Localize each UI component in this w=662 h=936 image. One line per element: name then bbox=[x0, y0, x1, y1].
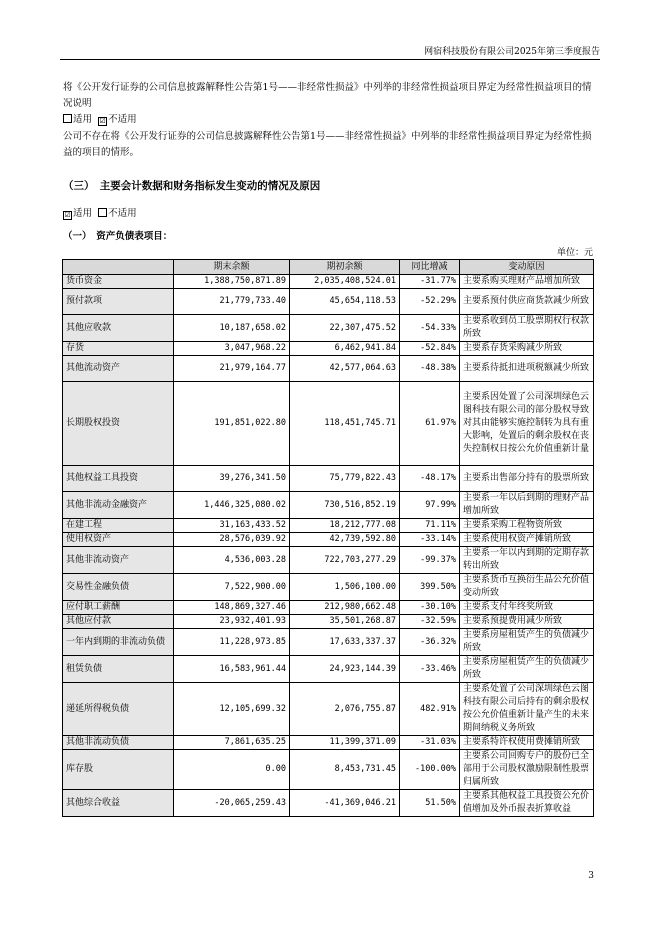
change-percent-cell: 51.50% bbox=[400, 790, 460, 817]
change-percent-cell: -48.17% bbox=[400, 466, 460, 492]
label-not-applicable-2: 不适用 bbox=[108, 208, 137, 219]
applicability-options-2 bbox=[63, 206, 593, 222]
item-name-cell: 递延所得税负债 bbox=[63, 683, 174, 736]
opening-balance-cell: 2,076,755.87 bbox=[290, 683, 400, 736]
item-name-cell: 长期股权投资 bbox=[63, 382, 174, 466]
change-percent-cell: -100.00% bbox=[400, 750, 460, 790]
item-name-cell: 其他非流动资产 bbox=[63, 547, 174, 574]
table-row bbox=[63, 601, 594, 615]
table-row bbox=[63, 615, 594, 629]
change-reason-cell: 主要系货币互换衍生品公允价值变动所致 bbox=[460, 574, 594, 601]
change-percent-cell: -31.03% bbox=[400, 736, 460, 750]
item-name-cell: 货币资金 bbox=[63, 275, 174, 289]
item-name-cell: 在建工程 bbox=[63, 519, 174, 533]
opening-balance-cell: 730,516,852.19 bbox=[290, 492, 400, 519]
change-reason-cell: 主要系因处置了公司深圳绿色云图科技有限公司的部分股权导致对其由能够实施控制转为具有重大影响，处置后的剩余股权在丧失控制权日按公允价值重新计量 bbox=[460, 382, 594, 466]
closing-balance-cell: 191,851,022.80 bbox=[174, 382, 290, 466]
table-row bbox=[63, 629, 594, 656]
item-name-cell: 存货 bbox=[63, 342, 174, 356]
change-reason-cell: 主要系房屋租赁产生的负债减少所致 bbox=[460, 629, 594, 656]
sub-title: （一） 资产负债表项目： bbox=[63, 231, 173, 242]
change-percent-cell: -52.84% bbox=[400, 342, 460, 356]
opening-balance-cell: 118,451,745.71 bbox=[290, 382, 400, 466]
label-applicable-2: 适用 bbox=[73, 208, 93, 219]
change-reason-cell: 主要系公司回购专户的股份已全部用于公司股权激励限制性股票归属所致 bbox=[460, 750, 594, 790]
closing-balance-cell: 148,869,327.46 bbox=[174, 601, 290, 615]
change-reason-cell: 主要系预提费用减少所致 bbox=[460, 615, 594, 629]
item-name-cell: 交易性金融负债 bbox=[63, 574, 174, 601]
change-reason-cell: 主要系一年以后到期的理财产品增加所致 bbox=[460, 492, 594, 519]
change-percent-cell: -33.14% bbox=[400, 533, 460, 547]
closing-balance-cell: 28,576,039.92 bbox=[174, 533, 290, 547]
item-name-cell: 其他综合收益 bbox=[63, 790, 174, 817]
item-name-cell: 其他非流动金融资产 bbox=[63, 492, 174, 519]
change-reason-cell: 主要系待抵扣进项税额减少所致 bbox=[460, 356, 594, 382]
change-percent-cell: -99.37% bbox=[400, 547, 460, 574]
opening-balance-cell: 8,453,731.45 bbox=[290, 750, 400, 790]
header-cell: 变动原因 bbox=[460, 260, 594, 275]
item-name-cell: 其他非流动负债 bbox=[63, 736, 174, 750]
closing-balance-cell: 39,276,341.50 bbox=[174, 466, 290, 492]
change-percent-cell: -31.77% bbox=[400, 275, 460, 289]
change-reason-cell: 主要系预付供应商货款减少所致 bbox=[460, 289, 594, 315]
opening-balance-cell: 75,779,822.43 bbox=[290, 466, 400, 492]
change-percent-cell: -54.33% bbox=[400, 315, 460, 342]
checkbox-applicable-1[interactable] bbox=[63, 114, 72, 123]
table-row bbox=[63, 790, 594, 817]
opening-balance-cell: 42,739,592.80 bbox=[290, 533, 400, 547]
change-percent-cell: -33.46% bbox=[400, 656, 460, 683]
closing-balance-cell: 21,779,733.40 bbox=[174, 289, 290, 315]
table-row bbox=[63, 750, 594, 790]
closing-balance-cell: 12,105,699.32 bbox=[174, 683, 290, 736]
closing-balance-cell: 1,388,750,871.89 bbox=[174, 275, 290, 289]
change-percent-cell: -32.59% bbox=[400, 615, 460, 629]
opening-balance-cell: 22,307,475.52 bbox=[290, 315, 400, 342]
closing-balance-cell: 21,979,164.77 bbox=[174, 356, 290, 382]
table-row bbox=[63, 315, 594, 342]
checkbox-applicable-2[interactable]: ☑ bbox=[64, 211, 71, 219]
paragraph-statement: 公司不存在将《公开发行证券的公司信息披露解释性公告第1号——非经常性损益》中列举的非经常性损益项目界定为经常性损益的项目的情形。 bbox=[63, 131, 592, 158]
paragraph-intro: 将《公开发行证券的公司信息披露解释性公告第1号——非经常性损益》中列举的非经常性损益项目界定为经常性损益项目的情况说明 bbox=[63, 82, 592, 109]
item-name-cell: 一年内到期的非流动负债 bbox=[63, 629, 174, 656]
closing-balance-cell: -20,065,259.43 bbox=[174, 790, 290, 817]
table-row bbox=[63, 519, 594, 533]
change-percent-cell: -48.38% bbox=[400, 356, 460, 382]
table-row bbox=[63, 683, 594, 736]
item-name-cell: 租赁负债 bbox=[63, 656, 174, 683]
item-name-cell: 其他流动资产 bbox=[63, 356, 174, 382]
table-row bbox=[63, 466, 594, 492]
table-row bbox=[63, 736, 594, 750]
balance-sheet-table bbox=[62, 259, 594, 817]
table-row bbox=[63, 533, 594, 547]
closing-balance-cell: 11,228,973.85 bbox=[174, 629, 290, 656]
opening-balance-cell: 42,577,064.63 bbox=[290, 356, 400, 382]
header-cell: 期初余额 bbox=[290, 260, 400, 275]
change-reason-cell: 主要系其他权益工具投资公允价值增加及外币报表折算收益 bbox=[460, 790, 594, 817]
opening-balance-cell: 212,980,662.48 bbox=[290, 601, 400, 615]
page-number: 3 bbox=[588, 871, 594, 881]
item-name-cell: 库存股 bbox=[63, 750, 174, 790]
item-name-cell: 应付职工薪酬 bbox=[63, 601, 174, 615]
opening-balance-cell: 6,462,941.84 bbox=[290, 342, 400, 356]
change-percent-cell: 71.11% bbox=[400, 519, 460, 533]
opening-balance-cell: 24,923,144.39 bbox=[290, 656, 400, 683]
opening-balance-cell: 18,212,777.08 bbox=[290, 519, 400, 533]
change-percent-cell: 97.99% bbox=[400, 492, 460, 519]
table-row bbox=[63, 492, 594, 519]
change-reason-cell: 主要系支付年终奖所致 bbox=[460, 601, 594, 615]
page-header bbox=[60, 44, 600, 60]
opening-balance-cell: 35,501,268.87 bbox=[290, 615, 400, 629]
closing-balance-cell: 7,522,900.00 bbox=[174, 574, 290, 601]
change-percent-cell: -52.29% bbox=[400, 289, 460, 315]
change-percent-cell: 482.91% bbox=[400, 683, 460, 736]
opening-balance-cell: -41,369,046.21 bbox=[290, 790, 400, 817]
change-reason-cell: 主要系使用权资产摊销所致 bbox=[460, 533, 594, 547]
table-row bbox=[63, 356, 594, 382]
closing-balance-cell: 0.00 bbox=[174, 750, 290, 790]
table-row bbox=[63, 275, 594, 289]
closing-balance-cell: 10,187,658.02 bbox=[174, 315, 290, 342]
checkbox-not-applicable-1[interactable]: ☑ bbox=[99, 117, 106, 125]
header-cell bbox=[63, 260, 174, 275]
change-reason-cell: 主要系存货采购减少所致 bbox=[460, 342, 594, 356]
table-row bbox=[63, 342, 594, 356]
section-title: （三） 主要会计数据和财务指标发生变动的情况及原因 bbox=[63, 180, 321, 192]
table-header-row bbox=[63, 260, 594, 275]
change-percent-cell: 399.50% bbox=[400, 574, 460, 601]
change-reason-cell: 主要系一年以内到期的定期存款转出所致 bbox=[460, 547, 594, 574]
change-reason-cell: 主要系采购工程物资所致 bbox=[460, 519, 594, 533]
table-row bbox=[63, 547, 594, 574]
table-row bbox=[63, 289, 594, 315]
opening-balance-cell: 2,035,408,524.01 bbox=[290, 275, 400, 289]
item-name-cell: 其他权益工具投资 bbox=[63, 466, 174, 492]
change-percent-cell: -30.10% bbox=[400, 601, 460, 615]
change-reason-cell: 主要系购买理财产品增加所致 bbox=[460, 275, 594, 289]
item-name-cell: 其他应付款 bbox=[63, 615, 174, 629]
checkbox-not-applicable-2[interactable] bbox=[98, 208, 107, 217]
opening-balance-cell: 17,633,337.37 bbox=[290, 629, 400, 656]
closing-balance-cell: 23,932,401.93 bbox=[174, 615, 290, 629]
closing-balance-cell: 31,163,433.52 bbox=[174, 519, 290, 533]
change-percent-cell: 61.97% bbox=[400, 382, 460, 466]
closing-balance-cell: 4,536,003.28 bbox=[174, 547, 290, 574]
closing-balance-cell: 16,583,961.44 bbox=[174, 656, 290, 683]
header-cell: 期末余额 bbox=[174, 260, 290, 275]
change-reason-cell: 主要系收到员工股票期权行权款所致 bbox=[460, 315, 594, 342]
unit-label: 单位：元 bbox=[556, 248, 593, 258]
item-name-cell: 预付款项 bbox=[63, 289, 174, 315]
change-percent-cell: -36.32% bbox=[400, 629, 460, 656]
item-name-cell: 使用权资产 bbox=[63, 533, 174, 547]
opening-balance-cell: 722,703,277.29 bbox=[290, 547, 400, 574]
applicability-options-1 bbox=[63, 112, 593, 128]
item-name-cell: 其他应收款 bbox=[63, 315, 174, 342]
header-text: 网宿科技股份有限公司2025年第三季度报告 bbox=[424, 47, 600, 57]
label-not-applicable-1: 不适用 bbox=[108, 114, 137, 125]
closing-balance-cell: 1,446,325,080.02 bbox=[174, 492, 290, 519]
change-reason-cell: 主要系房屋租赁产生的负债减少所致 bbox=[460, 656, 594, 683]
closing-balance-cell: 7,861,635.25 bbox=[174, 736, 290, 750]
header-cell: 同比增减 bbox=[400, 260, 460, 275]
change-reason-cell: 主要系特许权使用费摊销所致 bbox=[460, 736, 594, 750]
closing-balance-cell: 3,047,968.22 bbox=[174, 342, 290, 356]
change-reason-cell: 主要系出售部分持有的股票所致 bbox=[460, 466, 594, 492]
table-row bbox=[63, 656, 594, 683]
opening-balance-cell: 11,399,371.09 bbox=[290, 736, 400, 750]
change-reason-cell: 主要系处置了公司深圳绿色云图科技有限公司后持有的剩余股权按公允价值重新计量产生的未来期间纳税义务所致 bbox=[460, 683, 594, 736]
label-applicable-1: 适用 bbox=[73, 114, 93, 125]
table-row bbox=[63, 382, 594, 466]
table-row bbox=[63, 574, 594, 601]
opening-balance-cell: 1,506,100.00 bbox=[290, 574, 400, 601]
opening-balance-cell: 45,654,118.53 bbox=[290, 289, 400, 315]
